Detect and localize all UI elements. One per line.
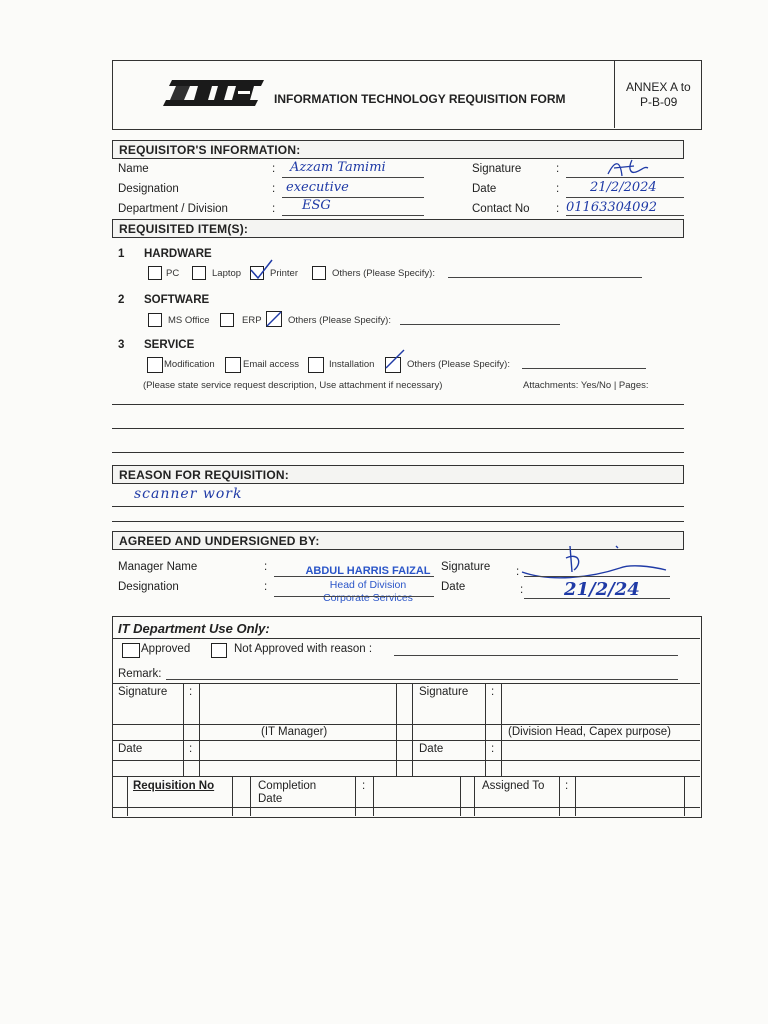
req-col-9 [684, 776, 685, 816]
manager-name-stamp: ABDUL HARRIS FAIZAL [305, 565, 431, 577]
req-col-8 [575, 776, 576, 816]
sme-logo [158, 76, 266, 108]
hardware-number: 1 [118, 248, 125, 260]
it-date-label: Date [118, 743, 143, 755]
software-title: SOFTWARE [144, 294, 210, 306]
email-access-checkbox[interactable] [225, 357, 241, 373]
colon: : [272, 203, 276, 215]
not-approved-label: Not Approved with reason : [234, 643, 373, 655]
service-number: 3 [118, 339, 125, 351]
colon: : [189, 743, 193, 755]
department-label: Department / Division [118, 203, 228, 215]
it-col-3 [396, 683, 397, 776]
designation-value[interactable]: executive [286, 180, 349, 195]
manager-name-label: Manager Name [118, 561, 198, 573]
division-signature-label: Signature [419, 686, 469, 698]
colon: : [264, 581, 268, 593]
contact-value[interactable]: 01163304092 [566, 200, 657, 215]
hardware-title: HARDWARE [144, 248, 212, 260]
agreed-date-label: Date [441, 581, 466, 593]
annex-label-2: P-B-09 [640, 95, 678, 109]
name-line [282, 177, 424, 178]
req-col-7 [559, 776, 560, 816]
division-date-label: Date [419, 743, 444, 755]
hardware-others-checkbox[interactable] [312, 266, 326, 280]
service-line-1 [112, 404, 684, 405]
requisition-no-label: Requisition No [133, 780, 215, 792]
remark-line [166, 679, 678, 680]
assigned-to-label: Assigned To [482, 780, 545, 792]
it-heading: IT Department Use Only: [118, 621, 270, 636]
colon: : [556, 183, 560, 195]
erp-label: ERP [242, 315, 262, 326]
signature-label: Signature [472, 163, 522, 175]
printer-label: Printer [270, 268, 298, 279]
software-number: 2 [118, 294, 125, 306]
service-others-label: Others (Please Specify): [407, 359, 510, 370]
it-heading-divider [112, 638, 700, 639]
remark-label: Remark: [118, 668, 162, 680]
date-value[interactable]: 21/2/2024 [590, 180, 657, 195]
department-value[interactable]: ESG [302, 198, 331, 213]
approved-label: Approved [141, 643, 191, 655]
agreed-date-value[interactable]: 21/2/24 [564, 579, 640, 600]
req-col-6 [474, 776, 475, 816]
requisitor-heading: REQUISITOR'S INFORMATION: [112, 140, 684, 159]
hardware-others-line [448, 277, 642, 278]
service-title: SERVICE [144, 339, 195, 351]
req-col-2 [250, 776, 251, 816]
designation-label: Designation [118, 183, 179, 195]
laptop-label: Laptop [212, 268, 242, 279]
form-title: INFORMATION TECHNOLOGY REQUISITION FORM [274, 92, 566, 106]
attachments-label: Attachments: Yes/No | Pages: [523, 380, 649, 391]
not-approved-line [394, 655, 678, 656]
colon: : [565, 780, 569, 792]
not-approved-checkbox[interactable] [211, 643, 227, 658]
installation-checkbox[interactable] [308, 357, 324, 373]
reason-heading: REASON FOR REQUISITION: [112, 465, 684, 484]
req-row-bottom [112, 807, 700, 808]
reason-line-1 [112, 506, 684, 507]
req-col-1 [232, 776, 233, 816]
department-line [282, 215, 424, 216]
service-line-2 [112, 428, 684, 429]
name-label: Name [118, 163, 149, 175]
pc-label: PC [166, 268, 180, 279]
colon: : [264, 561, 268, 573]
it-col-4 [412, 683, 413, 776]
email-access-label: Email access [243, 359, 299, 370]
reason-value[interactable]: scanner work [134, 486, 243, 502]
colon: : [520, 584, 524, 596]
modification-label: Modification [164, 359, 215, 370]
colon: : [516, 566, 520, 578]
division-head-label: (Division Head, Capex purpose) [508, 726, 671, 738]
agreed-designation-line [274, 596, 434, 597]
pc-checkbox[interactable] [148, 266, 162, 280]
msoffice-label: MS Office [168, 315, 210, 326]
completion-date-label-2: Date [258, 793, 283, 805]
software-others-line [400, 324, 560, 325]
it-signature-label: Signature [118, 686, 168, 698]
msoffice-checkbox[interactable] [148, 313, 162, 327]
req-col-3 [355, 776, 356, 816]
laptop-checkbox[interactable] [192, 266, 206, 280]
designation-stamp-line1: Head of Division [329, 579, 407, 591]
designation-stamp-line2: Corporate Services [323, 592, 413, 604]
software-others-label: Others (Please Specify): [288, 315, 391, 326]
completion-date-label-1: Completion [258, 780, 317, 792]
colon: : [491, 743, 495, 755]
req-col-5 [460, 776, 461, 816]
it-col-5 [485, 683, 486, 776]
header-divider [614, 60, 615, 128]
it-col-6 [501, 683, 502, 776]
agreed-date-line [524, 598, 670, 599]
it-col-1 [183, 683, 184, 776]
service-line-3 [112, 452, 684, 453]
agreed-signature-line [524, 576, 670, 577]
contact-line [566, 215, 684, 216]
it-col-2 [199, 683, 200, 776]
colon: : [491, 686, 495, 698]
annex-label-1: ANNEX A to [626, 80, 691, 94]
colon: : [272, 183, 276, 195]
it-row-2 [112, 740, 700, 741]
approved-checkbox[interactable] [122, 643, 140, 658]
hardware-others-label: Others (Please Specify): [332, 268, 435, 279]
req-col-4 [373, 776, 374, 816]
software-others-check-mark [266, 311, 282, 332]
agreed-heading: AGREED AND UNDERSIGNED BY: [112, 531, 684, 550]
date-line [566, 197, 684, 198]
agreed-signature-label: Signature [441, 561, 491, 573]
req-col-0 [127, 776, 128, 816]
agreed-designation-label: Designation [118, 581, 179, 593]
it-row-3 [112, 760, 700, 761]
items-heading: REQUISITED ITEM(S): [112, 219, 684, 238]
installation-label: Installation [329, 359, 375, 370]
req-row-top [112, 776, 700, 777]
colon: : [189, 686, 193, 698]
service-others-check-mark [384, 348, 406, 377]
colon: : [556, 163, 560, 175]
date-label: Date [472, 183, 497, 195]
colon: : [556, 203, 560, 215]
name-value[interactable]: Azzam Tamimi [290, 160, 386, 175]
colon: : [362, 780, 366, 792]
it-manager-label: (IT Manager) [261, 726, 328, 738]
colon: : [272, 163, 276, 175]
service-note: (Please state service request description, Use attachment if necessary) [143, 380, 443, 391]
erp-checkbox[interactable] [220, 313, 234, 327]
contact-label: Contact No [472, 203, 530, 215]
signature-line [566, 177, 684, 178]
it-table-top [112, 683, 700, 684]
reason-line-2 [112, 521, 684, 522]
it-row-1 [112, 724, 700, 725]
service-others-line [522, 368, 646, 369]
modification-checkbox[interactable] [147, 357, 163, 373]
